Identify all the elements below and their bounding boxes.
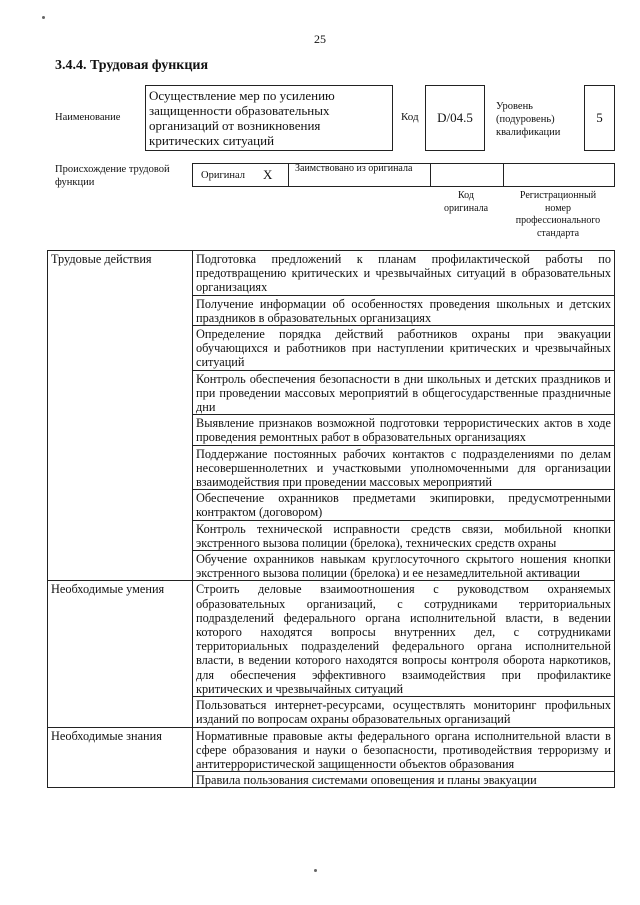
level-value-box bbox=[584, 85, 615, 151]
table-cell: Контроль технической исправности средств связи, мобильной кнопки экстренного вызова полиции (брелока), технических средств охраны bbox=[193, 520, 615, 550]
table-row bbox=[48, 251, 615, 296]
name-label: Наименование bbox=[55, 112, 121, 123]
table-row bbox=[48, 581, 615, 697]
section-heading-skills: Необходимые умения bbox=[48, 581, 193, 727]
section-heading-knowledge: Необходимые знания bbox=[48, 727, 193, 788]
section-title: 3.4.4. Трудовая функция bbox=[55, 58, 209, 73]
code-original-label: Код оригинала bbox=[443, 190, 489, 214]
borrowed-label: Заимствовано из оригинала bbox=[295, 163, 413, 174]
reg-number-label: Регистрационный номер профессионального стандарта bbox=[515, 190, 601, 239]
table-cell: Пользоваться интернет-ресурсами, осуществлять мониторинг профильных изданий по вопросам охраны образовательных организаций bbox=[193, 697, 615, 727]
functions-table bbox=[47, 250, 615, 788]
page-number: 25 bbox=[314, 32, 326, 46]
scan-speck bbox=[42, 16, 45, 19]
level-value: 5 bbox=[596, 110, 603, 125]
table-cell: Контроль обеспечения безопасности в дни школьных и детских праздников и при проведении массовых мероприятий в общегосударственные праздничные дни bbox=[193, 370, 615, 415]
name-value: Осуществление мер по усилению защищенности образовательных организаций от возникновения критических ситуаций bbox=[149, 88, 335, 148]
table-cell: Поддержание постоянных рабочих контактов с подразделениями по делам несовершеннолетних и участковыми уполномоченными для организации взаимодействия при проведении массовых мероприятий bbox=[193, 445, 615, 490]
code-label: Код bbox=[401, 111, 419, 123]
table-cell: Подготовка предложений к планам профилактической работы по предотвращению критических и чрезвычайных ситуаций в образовательных организациях bbox=[193, 251, 615, 296]
scan-speck bbox=[314, 869, 317, 872]
code-value: D/04.5 bbox=[437, 110, 473, 125]
original-mark: X bbox=[263, 167, 273, 182]
table-cell: Определение порядка действий работников охраны при эвакуации обучающихся и работников при наступлении критических и чрезвычайных ситуаций bbox=[193, 326, 615, 371]
table-cell: Правила пользования системами оповещения и планы эвакуации bbox=[193, 772, 615, 788]
table-cell: Получение информации об особенностях проведения школьных и детских праздников в образовательных организациях bbox=[193, 295, 615, 325]
table-cell: Выявление признаков возможной подготовки террористических актов в ходе проведения ремонтных работ в образовательных организациях bbox=[193, 415, 615, 445]
section-heading-actions: Трудовые действия bbox=[48, 251, 193, 581]
table-cell: Обеспечение охранников предметами экипировки, предусмотренными контрактом (договором) bbox=[193, 490, 615, 520]
table-cell: Нормативные правовые акты федерального органа исполнительной власти в сфере образования и науки о безопасности, противодействия терроризму и антитеррористической защищенности объектов образования bbox=[193, 727, 615, 772]
name-value-box bbox=[145, 85, 393, 151]
origin-label: Происхождение трудовой функции bbox=[55, 164, 170, 188]
table-row bbox=[48, 727, 615, 772]
code-value-box bbox=[425, 85, 485, 151]
table-cell: Обучение охранников навыкам круглосуточного скрытого ношения кнопки экстренного вызова полиции (брелока) и ее незамедлительной активации bbox=[193, 551, 615, 581]
original-label: Оригинал bbox=[201, 170, 245, 181]
table-cell: Строить деловые взаимоотношения с руководством охраняемых образовательных организаций, с сотрудниками территориальных подразделений федерального органа исполнительной власти, в ведении которого находятся вопросы внутренних дел, с сотрудниками территориальных подразделений федерального органа исполнительной власти, в ведении которого находятся вопросы контроля оборота наркотиков, для обеспечения эффективного взаимодействия при профилактике критических и чрезвычайных ситуаций bbox=[193, 581, 615, 697]
level-label: Уровень (подуровень) квалификации bbox=[496, 101, 561, 138]
